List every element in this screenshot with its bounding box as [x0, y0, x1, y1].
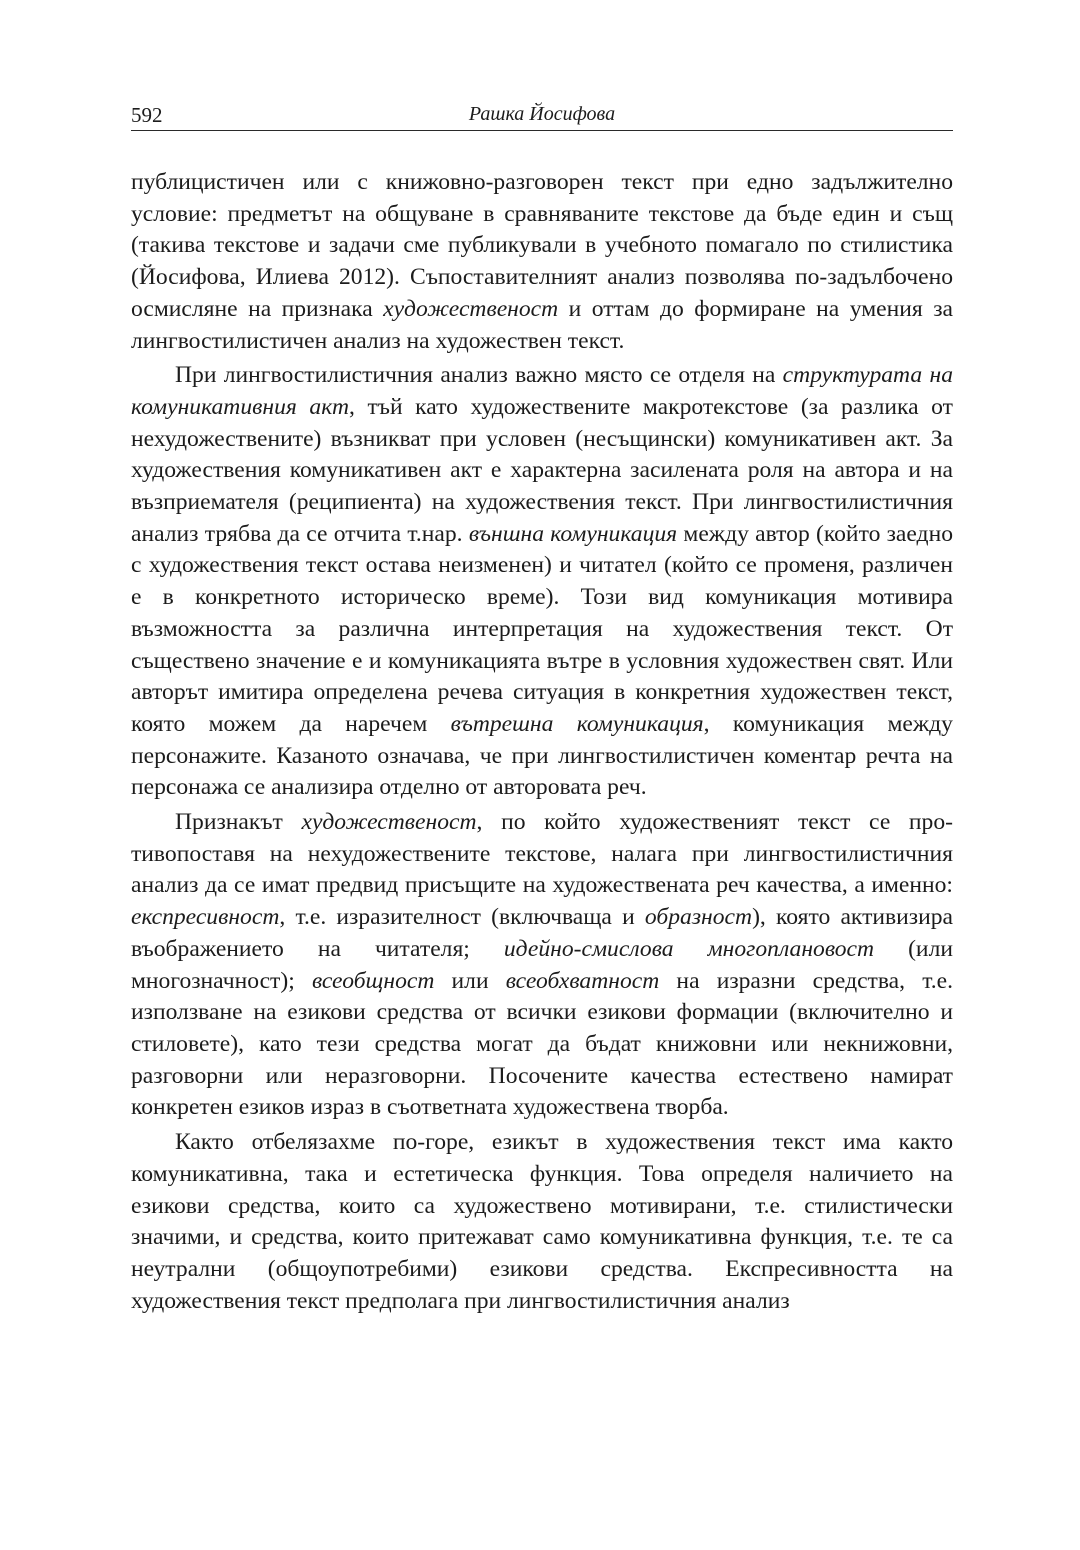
text-run: Както отбелязахме по-горе, езикът в художествения текст има както комуникативна, така и естетическа функция. Това определя наличието на езикови средства, които са художествено мотивирани, т.е. стилистически значими, и средства, които притежават само комуникативна функция, т.е. те са неутрални (общоупотребими) езикови средства. Експресивността на художествения текст предполага при лингвостилистичния анализ [131, 1129, 953, 1314]
paragraph-3 [131, 807, 953, 1124]
emphasized-term: експресивност [131, 904, 280, 931]
text-run: ), която активизира въображението на читателя; [131, 904, 953, 962]
emphasized-term: вътрешна комуникация [450, 710, 704, 737]
text-run: между автор (който заедно с художествения текст остава неизменен) и читател (който се променя, различен е в конкретното историческо време). Този вид комуникация мотивира възможността за различна интерпретация на художествения текст. От съществено значение е и комуникацията вътре в условния художествен свят. Или авторът имитира определена речева ситуация в конкретния художествен текст, която можем да наречем [131, 520, 953, 737]
emphasized-term: външна комуникация [468, 520, 678, 547]
emphasized-term: образност [644, 904, 753, 931]
page-number: 592 [131, 103, 163, 127]
text-run: на изразни средства, т.е. използване на езикови средства от всички езикови формации (включително и стиловете), като тези средства могат да бъдат книжовни или некнижовни, разговорни или неразговорни. Посочените качества естествено намират конкретен езиков израз в съответната художествена творба. [131, 967, 954, 1121]
running-head-author: Рашка Йосифова [468, 103, 616, 125]
page-header [131, 100, 953, 131]
paragraph-2 [131, 360, 953, 804]
paragraph-4 [131, 1127, 953, 1317]
text-run: При лингвостилистичния анализ важно място се отделя на [175, 362, 783, 389]
text-run: или [434, 967, 506, 994]
emphasized-term: художественост [383, 295, 559, 322]
body-text [131, 167, 953, 1317]
emphasized-term: всеобщност [311, 967, 435, 994]
text-run: , комуникация между персонажите. Казаното означава, че при лингвостилистичен коментар речта на персонажа се анализира отделно от авторовата реч. [131, 710, 953, 801]
emphasized-term: художественост [301, 809, 477, 836]
emphasized-term: всеобхватност [505, 967, 660, 994]
text-run: и оттам до формиране на умения за лингвостилистичен анализ на художествен текст. [131, 295, 953, 354]
text-run: , по който художественият текст се противопоставя на нехудожествените текстове, налага при лингвостилистичния анализ да се имат предвид присъщите на художествената реч качества, а именно: [131, 809, 953, 899]
text-run: публицистичен или с книжовно-разговорен текст при едно задължително условие: предметът на общуване в сравняваните текстове да бъде един и същ (такива текстове и задачи сме публикували в учебното помагало по стилистика (Йосифова, Илиева 2012). Съпоставителният анализ позволява по-задълбочено осмисляне на признака [131, 169, 953, 322]
emphasized-term: идейно-смислова многоплановост [503, 935, 875, 962]
text-run: , тъй като художествените макротекстове (за разлика от нехудожествените) възникват при условен (несъщински) комуникативен акт. За художествения комуникативен акт е характерна засилената роля на автора и на възприемателя (реципиента) на художествения текст. При лингвостилистичния анализ трябва да се отчита т.нар. [131, 393, 953, 547]
emphasized-term: структурата на комуникативния акт [131, 362, 953, 420]
text-run: (или многозначност); [131, 935, 953, 994]
text-run: , т.е. изразителност (включваща и [279, 904, 645, 931]
paragraph-1 [131, 167, 953, 357]
text-run: Признакът [175, 809, 302, 836]
